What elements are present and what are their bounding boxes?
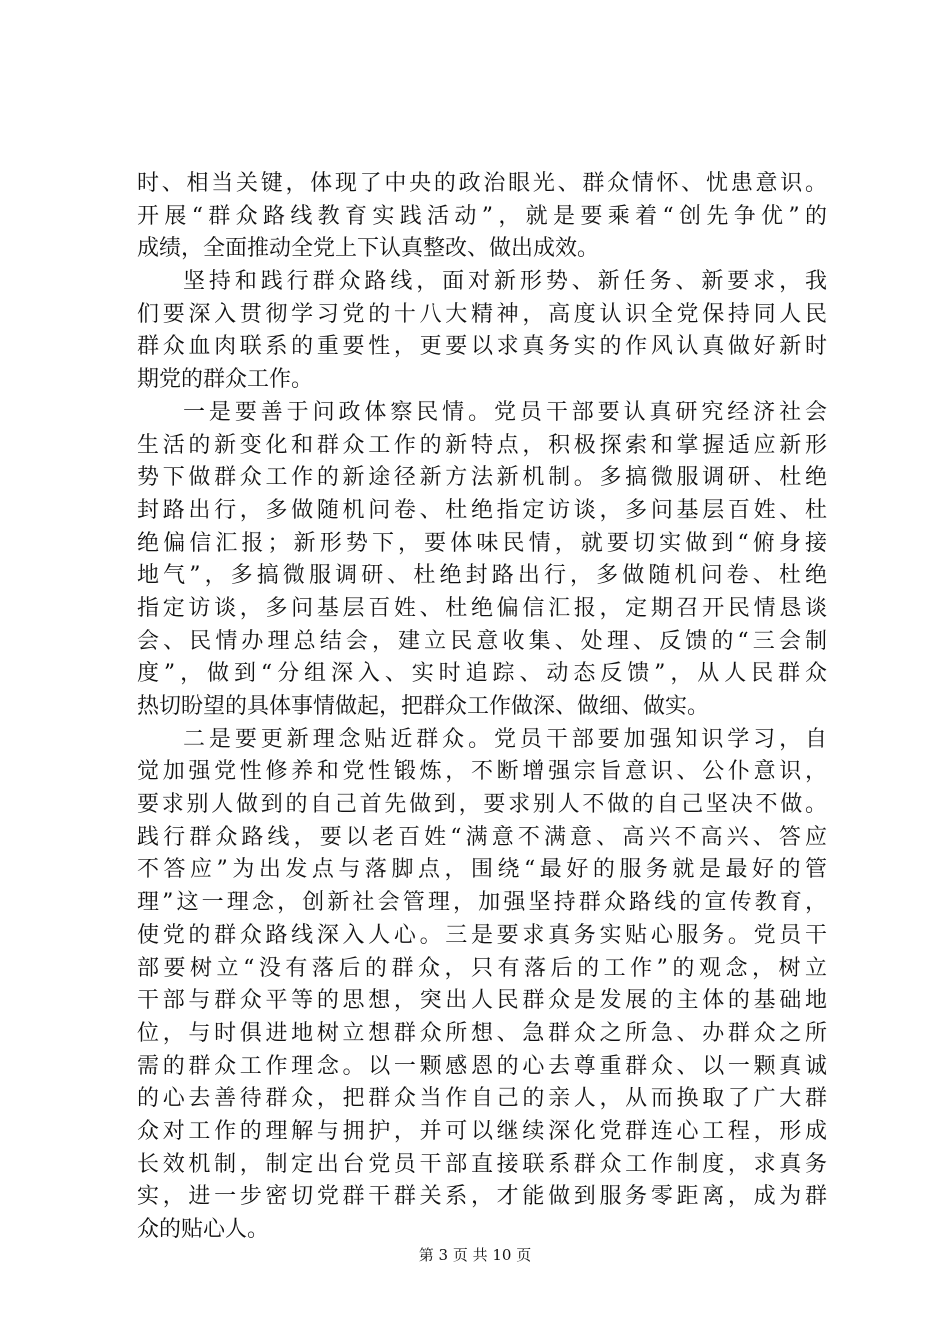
paragraph (137, 724, 827, 1247)
text-line: 位，与时俱进地树立想群众所想、急群众之所急、办群众之所 (137, 1020, 827, 1046)
text-line: 干部与群众平等的思想，突出人民群众是发展的主体的基础地 (137, 988, 827, 1014)
text-line: 使党的群众路线深入人心。三是要求真务实贴心服务。党员干 (137, 922, 827, 948)
text-line: 时、相当关键，体现了中央的政治眼光、群众情怀、忧患意识。 (137, 171, 827, 196)
text-line: 成绩，全面推动全党上下认真整改、做出成效。 (137, 236, 600, 262)
text-line: 会、民情办理总结会，建立民意收集、处理、反馈的“三会制 (137, 628, 827, 654)
text-line: 生活的新变化和群众工作的新特点，积极探索和掌握适应新形 (137, 432, 827, 458)
text-line: 们要深入贯彻学习党的十八大精神，高度认识全党保持同人民 (137, 301, 827, 327)
text-line: 期党的群众工作。 (137, 367, 314, 393)
text-line: 势下做群众工作的新途径新方法新机制。多搞微服调研、杜绝 (137, 465, 827, 491)
text-line: 地气”，多搞微服调研、杜绝封路出行，多做随机问卷、杜绝 (137, 563, 827, 589)
text-line: 热切盼望的具体事情做起，把群众工作做深、做细、做实。 (137, 694, 710, 719)
text-line: 长效机制，制定出台党员干部直接联系群众工作制度，求真务 (137, 1151, 827, 1177)
text-line: 的心去善待群众，把群众当作自己的亲人，从而换取了广大群 (137, 1086, 827, 1112)
text-line: 众的贴心人。 (137, 1217, 270, 1242)
document-body (137, 168, 827, 1247)
text-line: 封路出行，多做随机问卷、杜绝指定访谈，多问基层百姓、杜 (137, 497, 827, 523)
text-line: 绝偏信汇报；新形势下，要体味民情，就要切实做到“俯身接 (137, 530, 827, 556)
paragraph (137, 168, 827, 266)
text-line: 开展“群众路线教育实践活动”，就是要乘着“创先争优”的 (137, 203, 827, 229)
text-line: 需的群众工作理念。以一颗感恩的心去尊重群众、以一颗真诚 (137, 1053, 827, 1079)
text-line: 群众血肉联系的重要性，更要以求真务实的作风认真做好新时 (137, 334, 827, 360)
text-line: 部要树立“没有落后的群众，只有落后的工作”的观念，树立 (137, 955, 827, 981)
paragraph (137, 397, 827, 724)
text-line: 实，进一步密切党群干群关系，才能做到服务零距离，成为群 (137, 1184, 827, 1210)
paragraph (137, 266, 827, 397)
text-line: 指定访谈，多问基层百姓、杜绝偏信汇报，定期召开民情恳谈 (137, 595, 827, 621)
page-footer: 第 3 页 共 10 页 (418, 1246, 532, 1264)
text-line: 践行群众路线，要以老百姓“满意不满意、高兴不高兴、答应 (137, 824, 827, 850)
text-line: 二是要更新理念贴近群众。党员干部要加强知识学习，自 (183, 726, 827, 752)
text-line: 众对工作的理解与拥护，并可以继续深化党群连心工程，形成 (137, 1118, 827, 1144)
text-line: 一是要善于问政体察民情。党员干部要认真研究经济社会 (183, 399, 827, 425)
text-line: 觉加强党性修养和党性锻炼，不断增强宗旨意识、公仆意识， (137, 759, 827, 785)
text-line: 坚持和践行群众路线，面对新形势、新任务、新要求，我 (183, 269, 827, 295)
text-line: 不答应”为出发点与落脚点，围绕“最好的服务就是最好的管 (137, 857, 827, 883)
text-line: 度”，做到“分组深入、实时追踪、动态反馈”，从人民群众 (137, 661, 827, 687)
text-line: 理”这一理念，创新社会管理，加强坚持群众路线的宣传教育， (137, 890, 827, 916)
text-line: 要求别人做到的自己首先做到，要求别人不做的自己坚决不做。 (137, 792, 827, 818)
